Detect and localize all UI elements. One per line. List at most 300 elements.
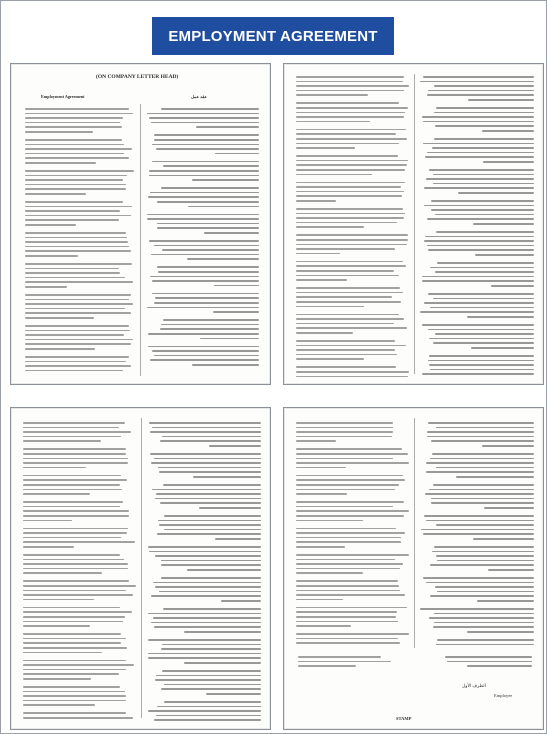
text-line [25,281,133,283]
text-line [160,440,261,442]
text-line [23,607,120,609]
text-line [296,607,407,609]
text-line [23,633,121,635]
text-line [23,448,126,450]
text-line [437,262,535,264]
text-line [434,622,534,624]
text-line [158,520,261,522]
text-line [152,427,261,429]
text-line [467,631,534,633]
text-line [152,280,260,282]
text-line [296,633,409,635]
text-line [23,493,90,495]
text-line [23,700,126,702]
text-line [431,209,535,211]
text-line [163,608,261,610]
text-line [435,214,534,216]
text-line [445,656,532,658]
text-line [296,217,404,219]
text-line [296,532,405,534]
text-line [192,179,259,181]
text-line [23,537,121,539]
text-line [148,710,261,712]
text-line [429,364,534,366]
text-line [296,440,336,442]
text-line [296,354,397,356]
text-line [296,621,398,623]
text-line [25,139,122,141]
text-line [467,665,532,667]
text-line [154,719,262,721]
text-line [161,688,261,690]
text-line [428,422,534,424]
text-line [25,334,124,336]
agreement-page-4 [283,407,544,730]
text-line [296,458,393,460]
text-line [298,661,391,663]
text-line [434,138,534,140]
text-line [155,297,259,299]
heading-arabic: عقد عمل [191,94,207,99]
text-line [151,622,261,624]
text-line [296,590,400,592]
text-line [296,501,404,503]
text-line [296,642,400,644]
text-line [25,153,124,155]
text-line [296,484,399,486]
text-line [296,345,406,347]
text-line [25,162,96,164]
text-line [433,174,534,176]
text-line [296,349,395,351]
text-line [23,717,133,719]
text-line [298,656,381,658]
column-divider [140,104,141,376]
text-line [431,502,534,504]
text-line [23,695,126,697]
text-line [187,569,261,571]
text-line [420,311,534,313]
text-line [25,224,76,226]
text-line [296,195,402,197]
text-line [156,148,260,150]
text-line [25,184,126,186]
text-line [424,515,535,517]
text-line [25,325,129,327]
text-line [23,652,102,654]
stamp-label: STAMP [396,716,412,721]
text-line [221,600,261,602]
text-line [435,125,534,127]
text-line [23,501,123,503]
text-line [296,186,401,188]
text-line [162,644,261,646]
employer-signature-label: الطرف الأول [462,683,486,688]
text-line [296,90,404,92]
title-banner [152,17,394,55]
text-line [434,613,534,615]
text-line [159,471,261,473]
text-line [23,669,126,671]
text-line [296,599,343,601]
text-line [23,691,125,693]
text-line [25,348,95,350]
text-line [25,241,128,243]
text-line [296,85,409,87]
text-line [23,427,119,429]
text-line [155,498,261,500]
text-line [434,112,534,114]
text-line [23,621,123,623]
text-line [25,343,131,345]
letterhead-label: (ON COMPANY LETTER HEAD) [96,74,179,80]
text-line [296,625,351,627]
text-line [428,329,534,331]
text-line [426,462,534,464]
text-line [157,227,259,229]
text-line [215,153,259,155]
text-line [296,138,407,140]
text-line [161,324,259,326]
text-line [196,126,259,128]
text-line [25,131,93,133]
text-line [23,594,133,596]
text-line [296,200,336,202]
text-line [159,524,261,526]
text-line [23,475,121,477]
text-line [150,192,259,194]
text-line [25,317,94,319]
text-line [296,520,363,522]
text-line [156,675,261,677]
text-line [25,365,131,367]
text-line [162,670,261,672]
text-line [424,302,534,304]
text-line [193,476,261,478]
text-line [422,373,534,375]
text-line [23,559,124,561]
text-line [25,215,131,217]
text-line [154,245,259,247]
text-line [468,99,534,101]
text-line [424,240,534,242]
text-line [296,174,372,176]
text-line [150,431,261,433]
text-line [199,507,261,509]
text-line [23,647,127,649]
text-line [154,626,261,628]
text-line [426,582,534,584]
text-line [25,268,119,270]
text-line [296,537,401,539]
text-line [436,231,534,233]
text-line [157,201,259,203]
text-line [427,94,534,96]
text-line [153,617,261,619]
text-line [23,484,120,486]
text-line [296,164,407,166]
text-line [296,244,407,246]
text-line [436,467,534,469]
text-line [164,684,262,686]
text-line [154,302,260,304]
text-line [161,108,259,110]
text-line [23,520,72,522]
text-line [155,555,261,557]
text-line [150,359,259,361]
text-line [23,611,132,613]
text-line [426,520,534,522]
text-line [296,422,393,424]
text-line [25,113,133,115]
text-line [148,333,259,335]
text-line [423,533,534,535]
text-line [150,276,259,278]
text-line [296,568,400,570]
text-line [427,245,534,247]
text-line [428,360,534,362]
text-line [23,563,128,565]
text-line [434,546,534,548]
text-line [296,427,393,429]
text-line [436,427,534,429]
text-line [426,178,535,180]
text-line [436,107,534,109]
text-line [23,625,90,627]
text-line [296,129,406,131]
text-line [477,600,534,602]
text-line [184,662,261,664]
text-line [213,311,260,313]
text-line [25,126,122,128]
text-line [423,76,534,78]
text-line [296,222,397,224]
text-line [161,577,261,579]
text-line [429,489,534,491]
text-line [296,467,346,469]
text-line [25,263,132,265]
text-line [23,422,125,424]
text-line [427,218,534,220]
text-line [491,285,534,287]
text-line [23,462,128,464]
text-line [424,187,534,189]
text-line [429,355,535,357]
text-line [157,223,259,225]
text-line [420,608,534,610]
text-line [456,476,534,478]
text-line [23,436,121,438]
text-line [296,340,395,342]
text-line [435,333,534,335]
text-line [25,219,119,221]
text-line [161,187,259,189]
text-line [296,265,406,267]
text-line [296,208,403,210]
text-line [188,206,259,208]
text-line [467,316,534,318]
text-line [23,660,126,662]
text-line [149,422,261,424]
text-line [296,81,403,83]
text-line [427,436,534,438]
text-line [23,467,86,469]
text-line [23,572,102,574]
text-line [296,239,408,241]
text-line [157,706,261,708]
text-line [25,303,133,305]
text-line [296,475,403,477]
text-line [184,631,261,633]
text-line [471,347,534,349]
text-line [25,272,120,274]
text-line [296,332,353,334]
text-line [214,285,259,287]
text-line [148,653,261,655]
text-line [23,580,129,582]
text-line [148,546,261,548]
text-line [296,314,399,316]
text-line [192,364,259,366]
text-line [296,94,368,96]
text-line [296,366,396,368]
text-line [152,144,260,146]
text-line [429,338,534,340]
text-line [155,586,261,588]
text-line [458,192,534,194]
text-line [158,467,261,469]
text-line [430,564,534,566]
text-line [154,134,259,136]
text-line [436,555,535,557]
text-line [437,560,534,562]
text-line [432,551,534,553]
text-line [430,458,534,460]
text-line [25,308,125,310]
text-line [25,312,131,314]
text-line [483,161,534,163]
text-line [296,306,364,308]
text-line [296,121,370,123]
text-line [163,319,259,321]
text-line [25,170,134,172]
text-line [25,277,125,279]
text-line [25,299,129,301]
text-line [296,248,395,250]
text-line [23,541,135,543]
text-line [23,664,134,666]
text-line [427,431,534,433]
text-line [296,358,364,360]
text-line [422,280,534,282]
text-line [473,223,534,225]
text-line [296,594,405,596]
text-line [428,293,534,295]
text-line [25,193,86,195]
text-line [164,701,261,703]
text-line [154,139,259,141]
text-line [25,179,123,181]
text-line [431,200,534,202]
text-line [420,81,534,83]
text-line [432,147,534,149]
text-line [23,704,95,706]
text-line [431,498,534,500]
text-line [296,323,394,325]
text-line [25,286,67,288]
text-line [154,458,261,460]
text-line [23,638,126,640]
text-line [160,502,261,504]
text-line [148,657,261,659]
text-line [149,240,259,242]
text-line [25,210,120,212]
text-line [296,376,408,378]
text-line [296,287,400,289]
text-line [209,445,261,447]
text-line [160,328,259,330]
text-line [152,161,259,163]
text-line [147,307,259,309]
text-line [296,616,396,618]
text-line [296,559,395,561]
text-line [433,183,534,185]
text-line [296,611,397,613]
text-line [156,493,261,495]
column-divider [414,74,415,374]
text-line [157,266,259,268]
text-line [298,665,356,667]
text-line [23,678,91,680]
text-line [296,572,363,574]
text-line [482,130,534,132]
text-line [25,157,129,159]
text-line [23,510,129,512]
text-line [161,560,261,562]
text-line [296,213,405,215]
employee-signature-label: Employee [494,693,513,698]
text-line [155,679,261,681]
text-line [431,440,534,442]
text-line [164,515,261,517]
text-line [147,214,259,216]
text-line [296,147,355,149]
text-line [428,90,534,92]
column-divider [414,418,415,648]
text-line [475,254,534,256]
text-line [25,144,124,146]
text-line [151,254,259,256]
text-line [447,661,532,663]
text-line [482,445,535,447]
text-line [430,307,534,309]
text-line [25,206,132,208]
text-line [204,232,259,234]
text-line [296,493,347,495]
text-line [488,569,534,571]
text-line [25,294,131,296]
text-line [161,564,261,566]
text-line [296,489,395,491]
text-line [473,538,534,540]
text-line [23,642,121,644]
text-line [25,330,130,332]
text-line [25,339,133,341]
text-line [296,301,401,303]
text-line [437,639,534,641]
text-line [150,453,261,455]
text-line [427,152,534,154]
